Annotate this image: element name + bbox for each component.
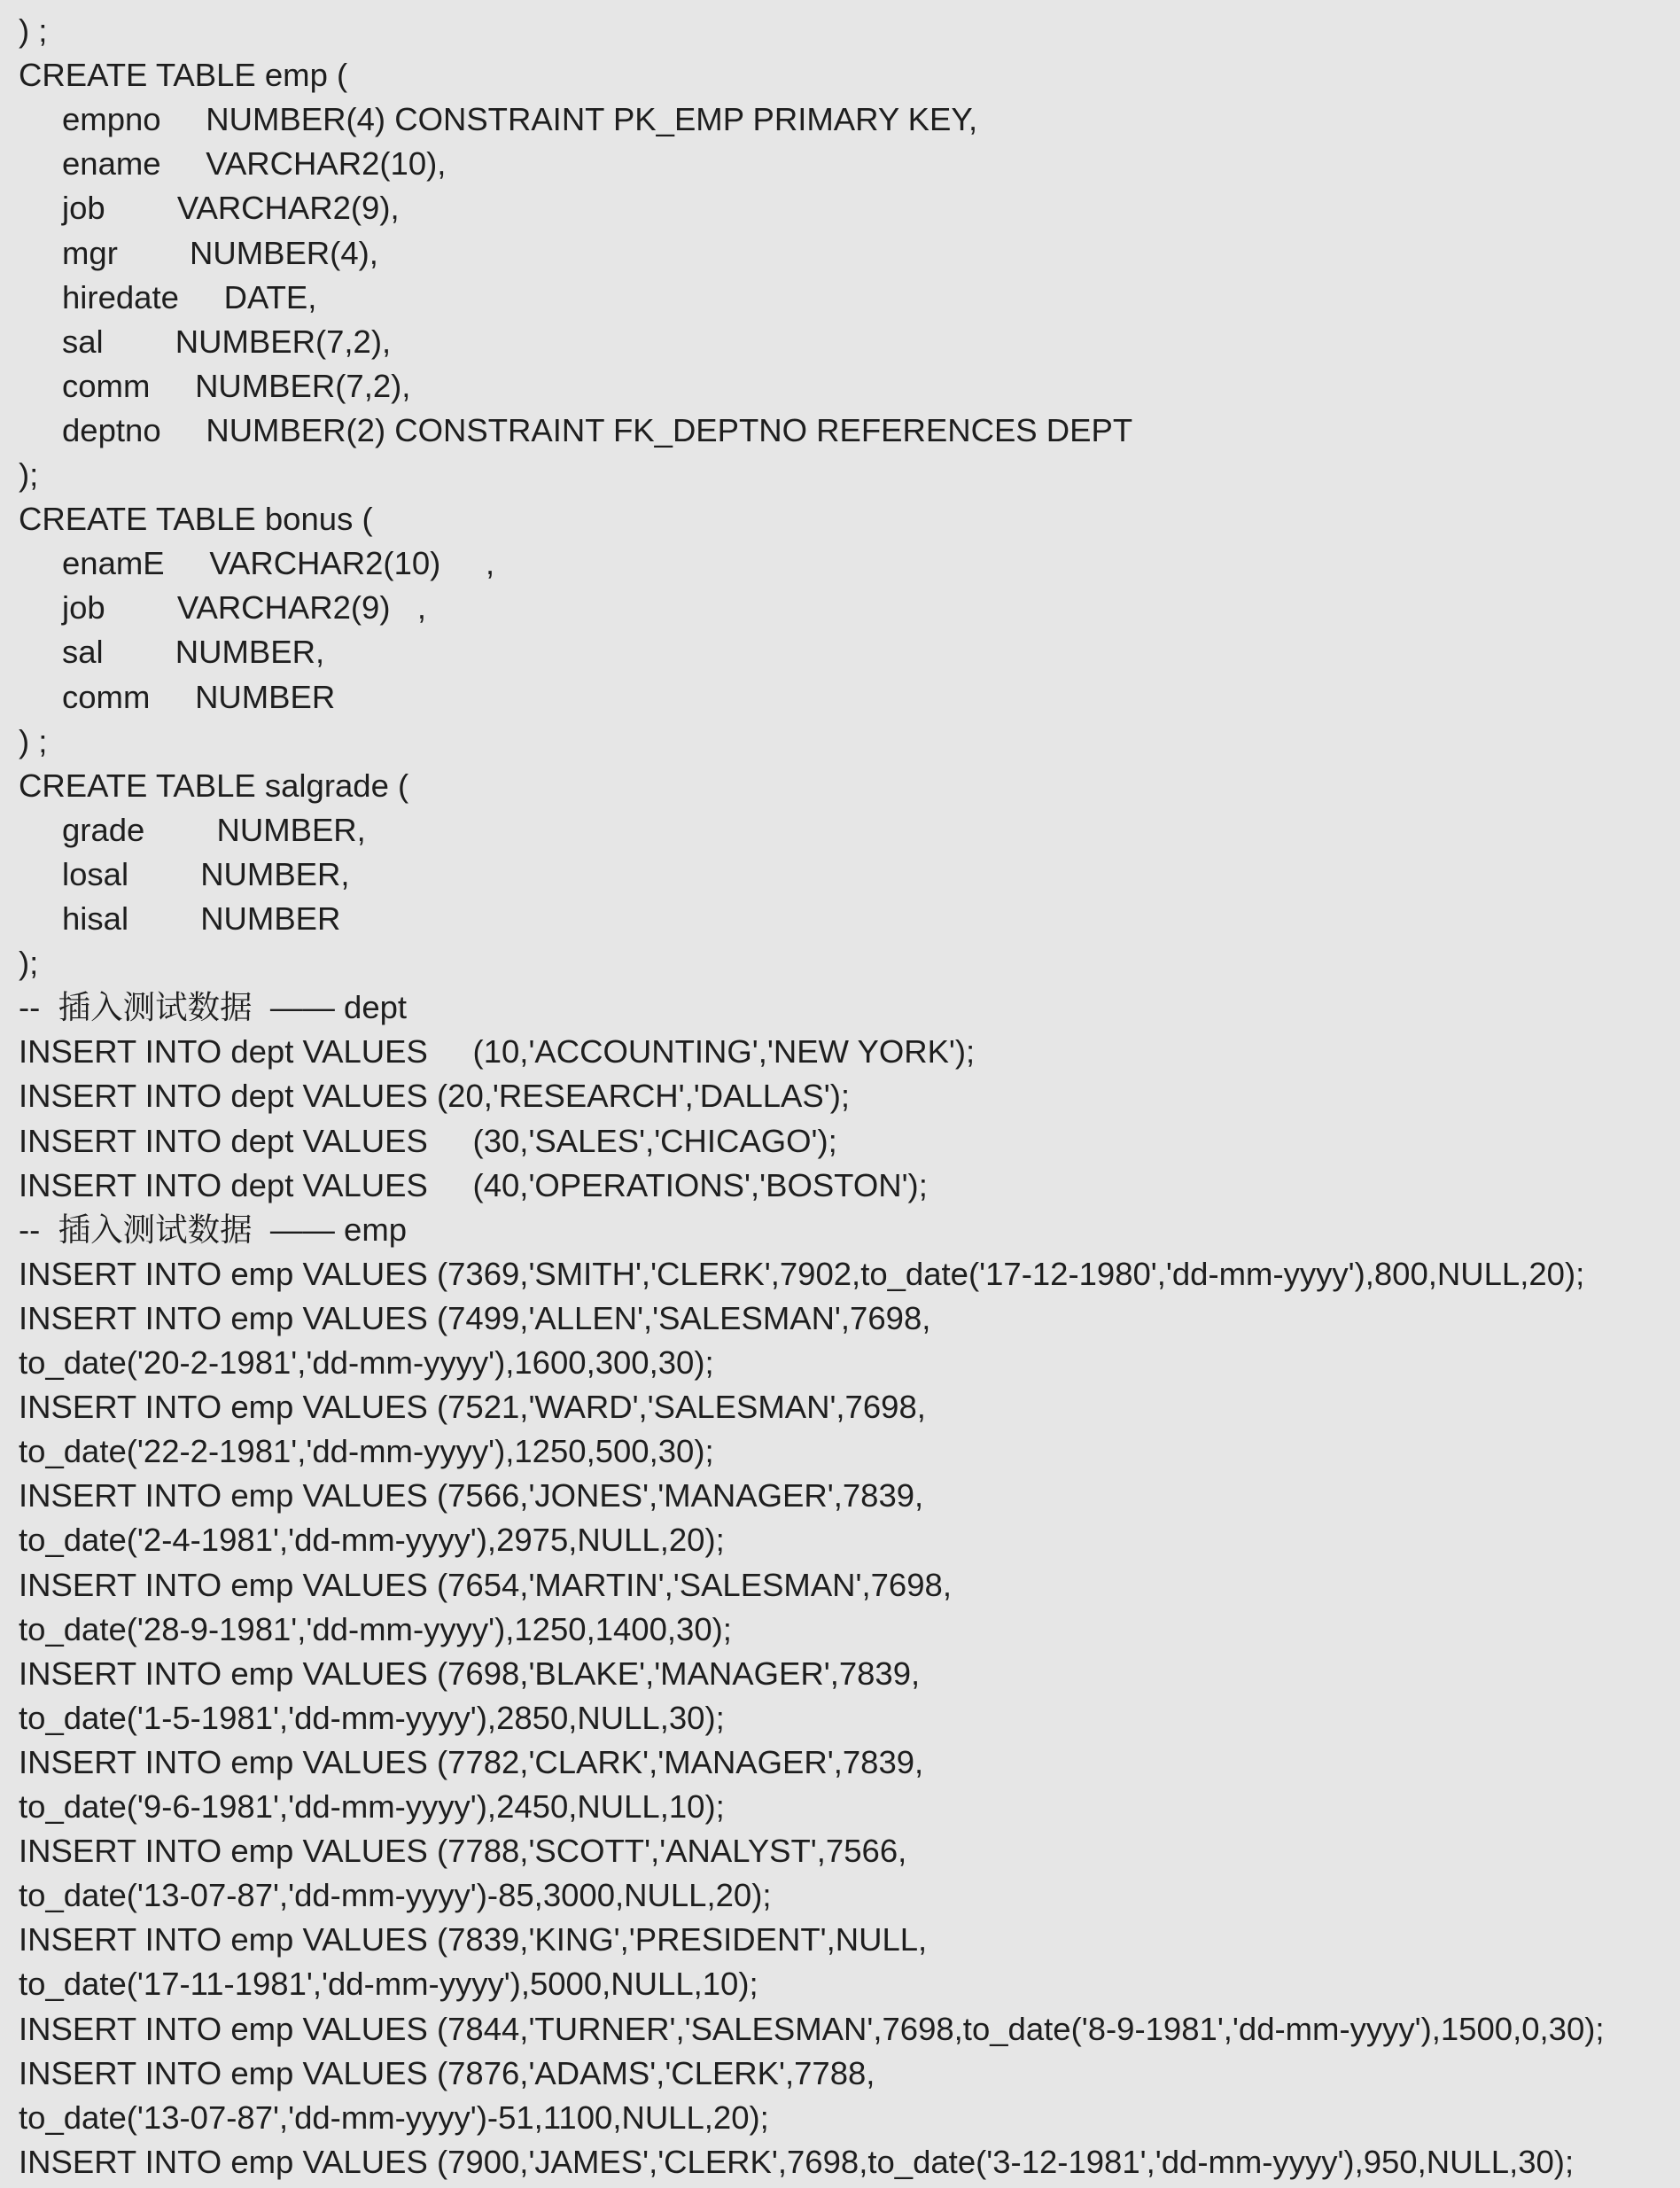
code-line: job VARCHAR2(9), — [62, 190, 400, 227]
code-line: INSERT INTO dept VALUES (30,'SALES','CHICAGO'); — [19, 1122, 837, 1159]
code-line: CREATE TABLE salgrade ( — [19, 767, 409, 804]
code-line: INSERT INTO emp VALUES (7839,'KING','PRESIDENT',NULL, — [19, 1921, 928, 1958]
code-line: mgr NUMBER(4), — [62, 234, 378, 271]
code-line: INSERT INTO emp VALUES (7782,'CLARK','MANAGER',7839, — [19, 1743, 924, 1780]
code-line: ) ; — [19, 12, 48, 49]
code-line: comm NUMBER — [62, 678, 336, 715]
code-line: job VARCHAR2(9) , — [62, 589, 427, 627]
code-line: INSERT INTO emp VALUES (7788,'SCOTT','ANALYST',7566, — [19, 1833, 907, 1870]
code-line: ename VARCHAR2(10), — [62, 145, 447, 183]
code-line: hisal NUMBER — [62, 900, 341, 937]
code-line: to_date('13-07-87','dd-mm-yyyy')-51,1100,NULL,20); — [19, 2098, 769, 2136]
code-line: deptno NUMBER(2) CONSTRAINT FK_DEPTNO REFERENCES DEPT — [62, 411, 1133, 448]
code-line: INSERT INTO dept VALUES (20,'RESEARCH','DALLAS'); — [19, 1078, 851, 1115]
code-line: CREATE TABLE emp ( — [19, 57, 348, 94]
code-line: to_date('1-5-1981','dd-mm-yyyy'),2850,NULL,30); — [19, 1699, 725, 1736]
code-line: INSERT INTO emp VALUES (7698,'BLAKE','MANAGER',7839, — [19, 1655, 921, 1692]
code-line: INSERT INTO dept VALUES (10,'ACCOUNTING','NEW YORK'); — [19, 1033, 976, 1071]
code-line: INSERT INTO emp VALUES (7900,'JAMES','CLERK',7698,to_date('3-12-1981','dd-mm-yyyy'),950,NULL,30); — [19, 2143, 1575, 2180]
code-line: comm NUMBER(7,2), — [62, 367, 411, 404]
code-line: INSERT INTO emp VALUES (7369,'SMITH','CLERK',7902,to_date('17-12-1980','dd-mm-yyyy'),800,NULL,20); — [19, 1255, 1585, 1292]
code-line: INSERT INTO emp VALUES (7876,'ADAMS','CLERK',7788, — [19, 2054, 875, 2091]
code-line: INSERT INTO emp VALUES (7499,'ALLEN','SALESMAN',7698, — [19, 1299, 931, 1336]
code-line: to_date('2-4-1981','dd-mm-yyyy'),2975,NULL,20); — [19, 1522, 725, 1559]
code-line: INSERT INTO emp VALUES (7521,'WARD','SALESMAN',7698, — [19, 1389, 926, 1426]
code-line: to_date('28-9-1981','dd-mm-yyyy'),1250,1400,30); — [19, 1610, 732, 1647]
code-line: to_date('17-11-1981','dd-mm-yyyy'),5000,NULL,10); — [19, 1966, 758, 2003]
code-line: empno NUMBER(4) CONSTRAINT PK_EMP PRIMARY KEY, — [62, 101, 978, 138]
code-line: hiredate DATE, — [62, 278, 317, 315]
code-line: INSERT INTO emp VALUES (7654,'MARTIN','SALESMAN',7698, — [19, 1566, 952, 1603]
code-line: INSERT INTO dept VALUES (40,'OPERATIONS','BOSTON'); — [19, 1166, 928, 1203]
code-line: CREATE TABLE bonus ( — [19, 501, 373, 538]
code-line: to_date('20-2-1981','dd-mm-yyyy'),1600,300,30); — [19, 1344, 714, 1381]
code-line: INSERT INTO emp VALUES (7566,'JONES','MANAGER',7839, — [19, 1477, 924, 1514]
code-line: ); — [19, 945, 39, 982]
code-line: ); — [19, 456, 39, 493]
code-line: -- 插入测试数据 —— emp — [19, 1211, 408, 1248]
code-line: -- 插入测试数据 —— dept — [19, 989, 408, 1026]
code-line: to_date('13-07-87','dd-mm-yyyy')-85,3000,NULL,20); — [19, 1877, 772, 1914]
code-line: enamE VARCHAR2(10) , — [62, 545, 495, 582]
code-line: sal NUMBER(7,2), — [62, 323, 392, 360]
code-line: sal NUMBER, — [62, 634, 325, 671]
code-line: INSERT INTO emp VALUES (7844,'TURNER','SALESMAN',7698,to_date('8-9-1981','dd-mm-yyyy'),1500,0,30); — [19, 2010, 1605, 2047]
code-line: to_date('22-2-1981','dd-mm-yyyy'),1250,500,30); — [19, 1433, 714, 1470]
code-line: losal NUMBER, — [62, 855, 350, 892]
code-line: ) ; — [19, 722, 48, 759]
code-line: grade NUMBER, — [62, 811, 366, 848]
code-line: to_date('9-6-1981','dd-mm-yyyy'),2450,NULL,10); — [19, 1788, 725, 1825]
code-listing — [0, 9, 1680, 2188]
